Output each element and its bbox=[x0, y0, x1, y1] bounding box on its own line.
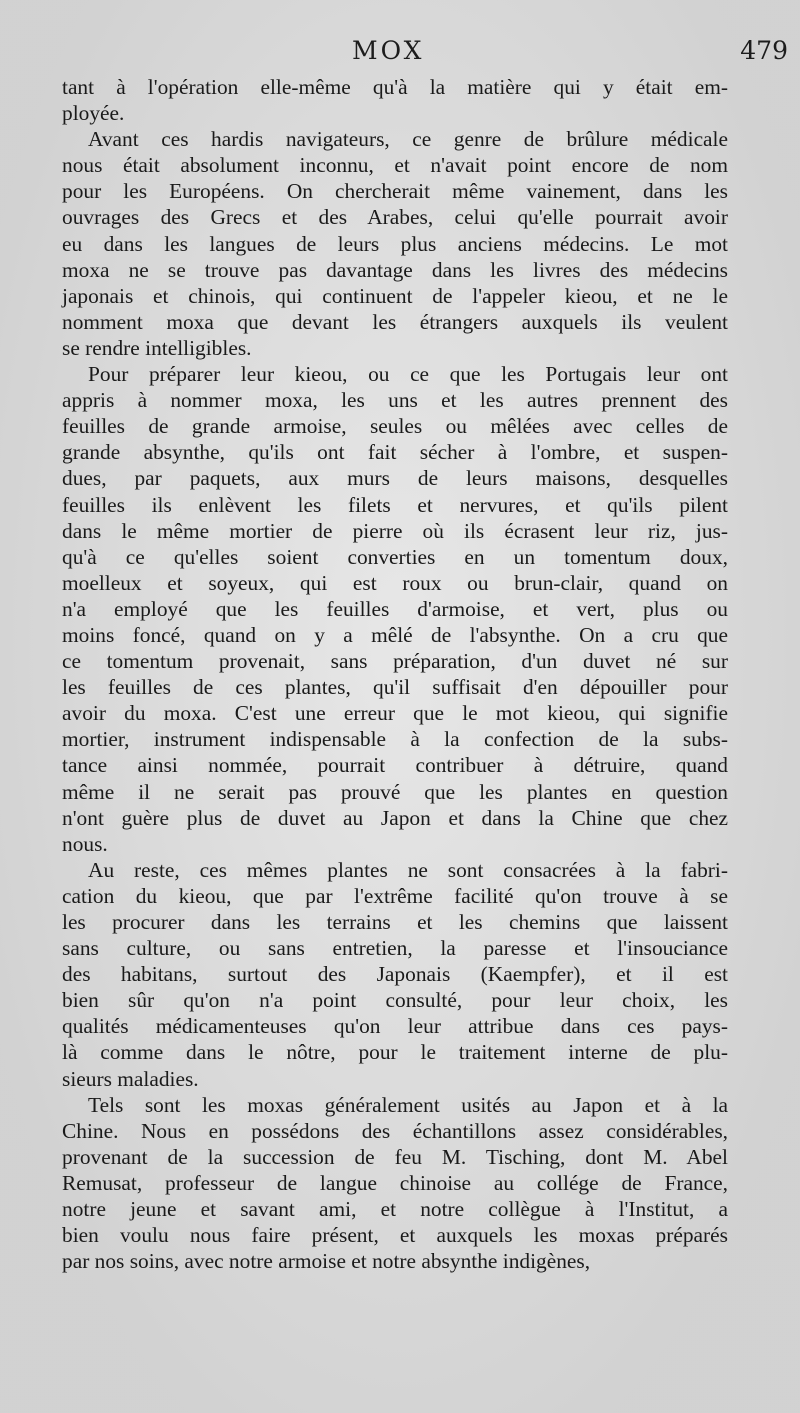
text-line: Avant ces hardis navigateurs, ce genre de brûlure médicale bbox=[88, 127, 728, 152]
text-line: cation du kieou, que par l'extrême facilité qu'on trouve à se bbox=[62, 883, 728, 908]
text-line: mortier, instrument indispensable à la confection de la subs- bbox=[62, 727, 728, 752]
text-line: notre jeune et savant ami, et notre collègue à l'Institut, a bbox=[62, 1197, 728, 1222]
text-line: avoir du moxa. C'est une erreur que le mot kieou, qui signifie bbox=[62, 701, 728, 726]
text-line: bien sûr qu'on n'a point consulté, pour leur choix, les bbox=[62, 988, 728, 1013]
text-line: ployée. bbox=[62, 101, 125, 126]
text-line: Remusat, professeur de langue chinoise au collége de France, bbox=[62, 1170, 728, 1195]
text-line: moins foncé, quand on y a mêlé de l'absynthe. On a cru que bbox=[62, 622, 728, 647]
text-line: même il ne serait pas prouvé que les plantes en question bbox=[62, 779, 728, 804]
text-line: appris à nommer moxa, les uns et les autres prennent des bbox=[62, 388, 728, 413]
paragraph bbox=[62, 74, 728, 126]
paragraph bbox=[62, 1092, 728, 1275]
text-line: feuilles de grande armoise, seules ou mêlées avec celles de bbox=[62, 414, 728, 439]
text-line: feuilles ils enlèvent les filets et nervures, et qu'ils pilent bbox=[62, 492, 728, 517]
text-line: qu'à ce qu'elles soient converties en un tomentum doux, bbox=[62, 544, 728, 569]
page-header bbox=[0, 36, 800, 72]
text-line: Chine. Nous en possédons des échantillons assez considérables, bbox=[62, 1118, 728, 1143]
text-line: sieurs maladies. bbox=[62, 1066, 199, 1091]
text-line: japonais et chinois, qui continuent de l'appeler kieou, et ne le bbox=[62, 283, 728, 308]
text-line: moelleux et soyeux, qui est roux ou brun-clair, quand on bbox=[62, 570, 728, 595]
text-line: bien voulu nous faire présent, et auxquels les moxas préparés bbox=[62, 1223, 728, 1248]
page-number: 479 bbox=[740, 36, 788, 65]
text-line: tant à l'opération elle-même qu'à la matière qui y était em- bbox=[62, 75, 728, 99]
text-line: provenant de la succession de feu M. Tisching, dont M. Abel bbox=[62, 1144, 728, 1169]
text-line: nomment moxa que devant les étrangers auxquels ils veulent bbox=[62, 309, 728, 334]
text-line: des habitans, surtout des Japonais (Kaempfer), et il est bbox=[62, 962, 728, 987]
text-line: les feuilles de ces plantes, qu'il suffisait d'en dépouiller pour bbox=[62, 675, 728, 700]
text-line: Pour préparer leur kieou, ou ce que les Portugais leur ont bbox=[88, 362, 728, 387]
paragraph bbox=[62, 857, 728, 1092]
text-line: ouvrages des Grecs et des Arabes, celui qu'elle pourrait avoir bbox=[62, 205, 728, 230]
text-line: par nos soins, avec notre armoise et notre absynthe indigènes, bbox=[62, 1249, 591, 1274]
paragraph bbox=[62, 361, 728, 857]
text-line: eu dans les langues de leurs plus anciens médecins. Le mot bbox=[62, 231, 728, 256]
text-line: nous était absolument inconnu, et n'avait point encore de nom bbox=[62, 153, 728, 178]
text-line: Tels sont les moxas généralement usités au Japon et à la bbox=[88, 1092, 728, 1117]
body-text bbox=[62, 74, 728, 1274]
text-line: pour les Européens. On chercherait même vainement, dans les bbox=[62, 179, 728, 204]
paragraph bbox=[62, 126, 728, 361]
text-line: n'a employé que les feuilles d'armoise, et vert, plus ou bbox=[62, 596, 728, 621]
text-line: là comme dans le nôtre, pour le traitement interne de plu- bbox=[62, 1040, 728, 1065]
text-line: les procurer dans les terrains et les chemins que laissent bbox=[62, 910, 728, 934]
text-line: nous. bbox=[62, 831, 108, 856]
text-line: Au reste, ces mêmes plantes ne sont consacrées à la fabri- bbox=[88, 857, 728, 882]
text-line: sans culture, ou sans entretien, la paresse et l'insouciance bbox=[62, 936, 728, 961]
text-line: dues, par paquets, aux murs de leurs maisons, desquelles bbox=[62, 466, 728, 491]
text-line: grande absynthe, qu'ils ont fait sécher à l'ombre, et suspen- bbox=[62, 440, 728, 465]
text-line: qualités médicamenteuses qu'on leur attribue dans ces pays- bbox=[62, 1014, 728, 1039]
text-line: n'ont guère plus de duvet au Japon et dans la Chine que chez bbox=[62, 805, 728, 830]
running-head: MOX bbox=[352, 36, 425, 65]
text-line: dans le même mortier de pierre où ils écrasent leur riz, jus- bbox=[62, 518, 728, 543]
text-line: tance ainsi nommée, pourrait contribuer à détruire, quand bbox=[62, 753, 728, 778]
text-line: moxa ne se trouve pas davantage dans les livres des médecins bbox=[62, 257, 728, 282]
text-line: ce tomentum provenait, sans préparation, d'un duvet né sur bbox=[62, 649, 728, 674]
text-line: se rendre intelligibles. bbox=[62, 335, 252, 360]
